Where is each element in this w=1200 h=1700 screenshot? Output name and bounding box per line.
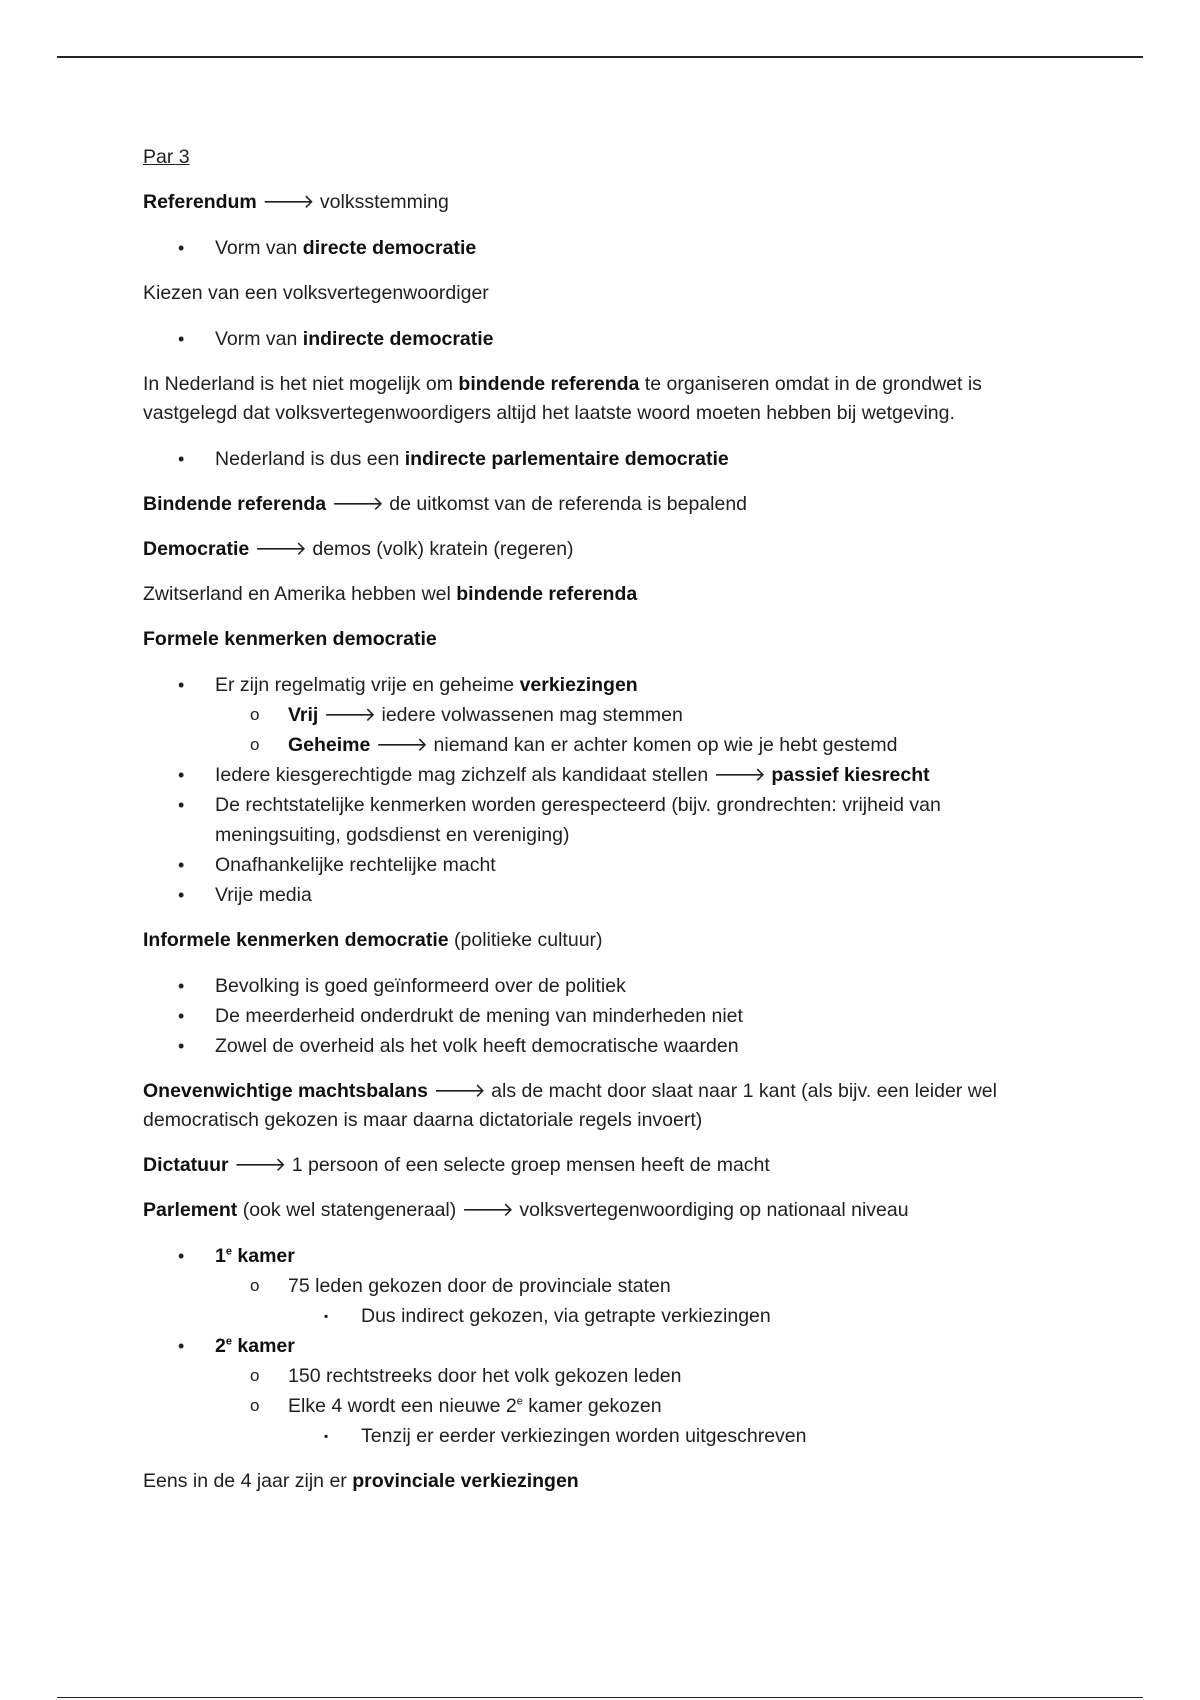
square-bullet-icon: ▪ (324, 1309, 329, 1323)
sub-list-item: o 75 leden gekozen door de provinciale staten ▪ Dus indirect gekozen, via getrapte verkiezingen (215, 1271, 1043, 1331)
onevenwichtige-definition: Onevenwichtige machtsbalans 🡒 als de macht door slaat naar 1 kant (als bijv. een leider wel democratisch gekozen is maar daarna dictatoriale regels invoert) (143, 1080, 997, 1131)
arrow-icon: 🡒 (433, 1080, 486, 1102)
bindende-definition: Bindende referenda 🡒 de uitkomst van de referenda is bepalend (143, 493, 748, 515)
sub-list-item: o 150 rechtstreeks door het volk gekozen leden (215, 1361, 1043, 1391)
bullet-icon: • (178, 976, 185, 996)
list-item: • Vorm van directe democratie (143, 233, 1043, 263)
bullet-icon: • (178, 449, 185, 469)
nederland-paragraph: In Nederland is het niet mogelijk om bindende referenda te organiseren omdat in de grondwet is vastgelegd dat volksvertegenwoordigers altijd het laatste woord moeten hebben bij wetgeving. (143, 373, 982, 424)
circle-bullet-icon: o (250, 1276, 260, 1295)
bullet-icon: • (178, 1036, 185, 1056)
zwitserland-text: Zwitserland en Amerika hebben wel bindende referenda (143, 583, 638, 605)
eens-text: Eens in de 4 jaar zijn er provinciale verkiezingen (143, 1470, 579, 1492)
dictatuur-definition: Dictatuur 🡒 1 persoon of een selecte groep mensen heeft de macht (143, 1154, 770, 1176)
nederland-list (143, 444, 1043, 474)
bullet-icon: • (178, 1006, 185, 1026)
sub-sub-list-item: ▪ Tenzij er eerder verkiezingen worden uitgeschreven (288, 1421, 1043, 1451)
bullet-icon: • (178, 1336, 185, 1356)
footer-rule (57, 1697, 1143, 1698)
kiezen-text: Kiezen van een volksvertegenwoordiger (143, 282, 489, 304)
list-item: • Iedere kiesgerechtigde mag zichzelf als kandidaat stellen 🡒 passief kiesrecht (143, 760, 1043, 790)
arrow-icon: 🡒 (331, 493, 384, 515)
bullet-icon: • (178, 675, 185, 695)
informele-heading: Informele kenmerken democratie (politieke cultuur) (143, 929, 603, 951)
informele-list (143, 971, 1043, 1061)
bullet-icon: • (178, 238, 185, 258)
circle-bullet-icon: o (250, 705, 260, 724)
arrow-icon: 🡒 (461, 1199, 514, 1221)
formele-heading: Formele kenmerken democratie (143, 628, 437, 650)
circle-bullet-icon: o (250, 735, 260, 754)
democratie-definition: Democratie 🡒 demos (volk) kratein (regeren) (143, 538, 574, 560)
sub-list-item: o Elke 4 wordt een nieuwe 2e kamer gekozen ▪ Tenzij er eerder verkiezingen worden uitgeschreven (215, 1391, 1043, 1451)
arrow-icon: 🡒 (262, 191, 315, 213)
referendum-definition: Referendum 🡒 volksstemming (143, 191, 449, 213)
bullet-icon: • (178, 855, 185, 875)
referendum-list (143, 233, 1043, 263)
list-item: • 2e kamer o 150 rechtstreeks door het volk gekozen leden o Elke 4 wordt een nieuwe 2e kamer gekozen ▪ Tenzij er eerder verkiezingen worden uitgeschreven (143, 1331, 1043, 1451)
square-bullet-icon: ▪ (324, 1429, 329, 1443)
kiezen-list (143, 324, 1043, 354)
bullet-icon: • (178, 795, 185, 815)
bullet-icon: • (178, 1246, 185, 1266)
list-item: • Vrije media (143, 880, 1043, 910)
arrow-icon: 🡒 (323, 704, 377, 726)
bullet-icon: • (178, 885, 185, 905)
parlement-definition: Parlement (ook wel statengeneraal) 🡒 volksvertegenwoordiging op nationaal niveau (143, 1199, 909, 1221)
list-item: • 1e kamer o 75 leden gekozen door de provinciale staten ▪ Dus indirect gekozen, via getrapte verkiezingen (143, 1241, 1043, 1331)
bullet-icon: • (178, 329, 185, 349)
arrow-icon: 🡒 (713, 764, 766, 786)
sub-sub-list-item: ▪ Dus indirect gekozen, via getrapte verkiezingen (288, 1301, 1043, 1331)
arrow-icon: 🡒 (254, 538, 307, 560)
arrow-icon: 🡒 (234, 1154, 287, 1176)
formele-list (143, 670, 1043, 910)
section-heading: Par 3 (143, 146, 190, 168)
sub-list-item: o Vrij 🡒 iedere volwassenen mag stemmen (215, 700, 1043, 730)
circle-bullet-icon: o (250, 1366, 260, 1385)
document-body (143, 143, 1043, 1512)
header-rule (57, 56, 1143, 58)
sub-list-item: o Geheime 🡒 niemand kan er achter komen op wie je hebt gestemd (215, 730, 1043, 760)
list-item: • Zowel de overheid als het volk heeft democratische waarden (143, 1031, 1043, 1061)
list-item: • De meerderheid onderdrukt de mening van minderheden niet (143, 1001, 1043, 1031)
list-item: • Nederland is dus een indirecte parlementaire democratie (143, 444, 1043, 474)
list-item: • Onafhankelijke rechtelijke macht (143, 850, 1043, 880)
list-item: • Bevolking is goed geïnformeerd over de politiek (143, 971, 1043, 1001)
parlement-list (143, 1241, 1043, 1451)
bullet-icon: • (178, 765, 185, 785)
list-item: • Vorm van indirecte democratie (143, 324, 1043, 354)
list-item: • De rechtstatelijke kenmerken worden gerespecteerd (bijv. grondrechten: vrijheid van meningsuiting, godsdienst en vereniging) (143, 790, 1043, 850)
circle-bullet-icon: o (250, 1396, 260, 1415)
arrow-icon: 🡒 (375, 734, 429, 756)
list-item: • Er zijn regelmatig vrije en geheime verkiezingen o Vrij 🡒 iedere volwassenen mag stemmen o Geheime 🡒 niemand kan er achter komen op wie je hebt gestemd (143, 670, 1043, 760)
